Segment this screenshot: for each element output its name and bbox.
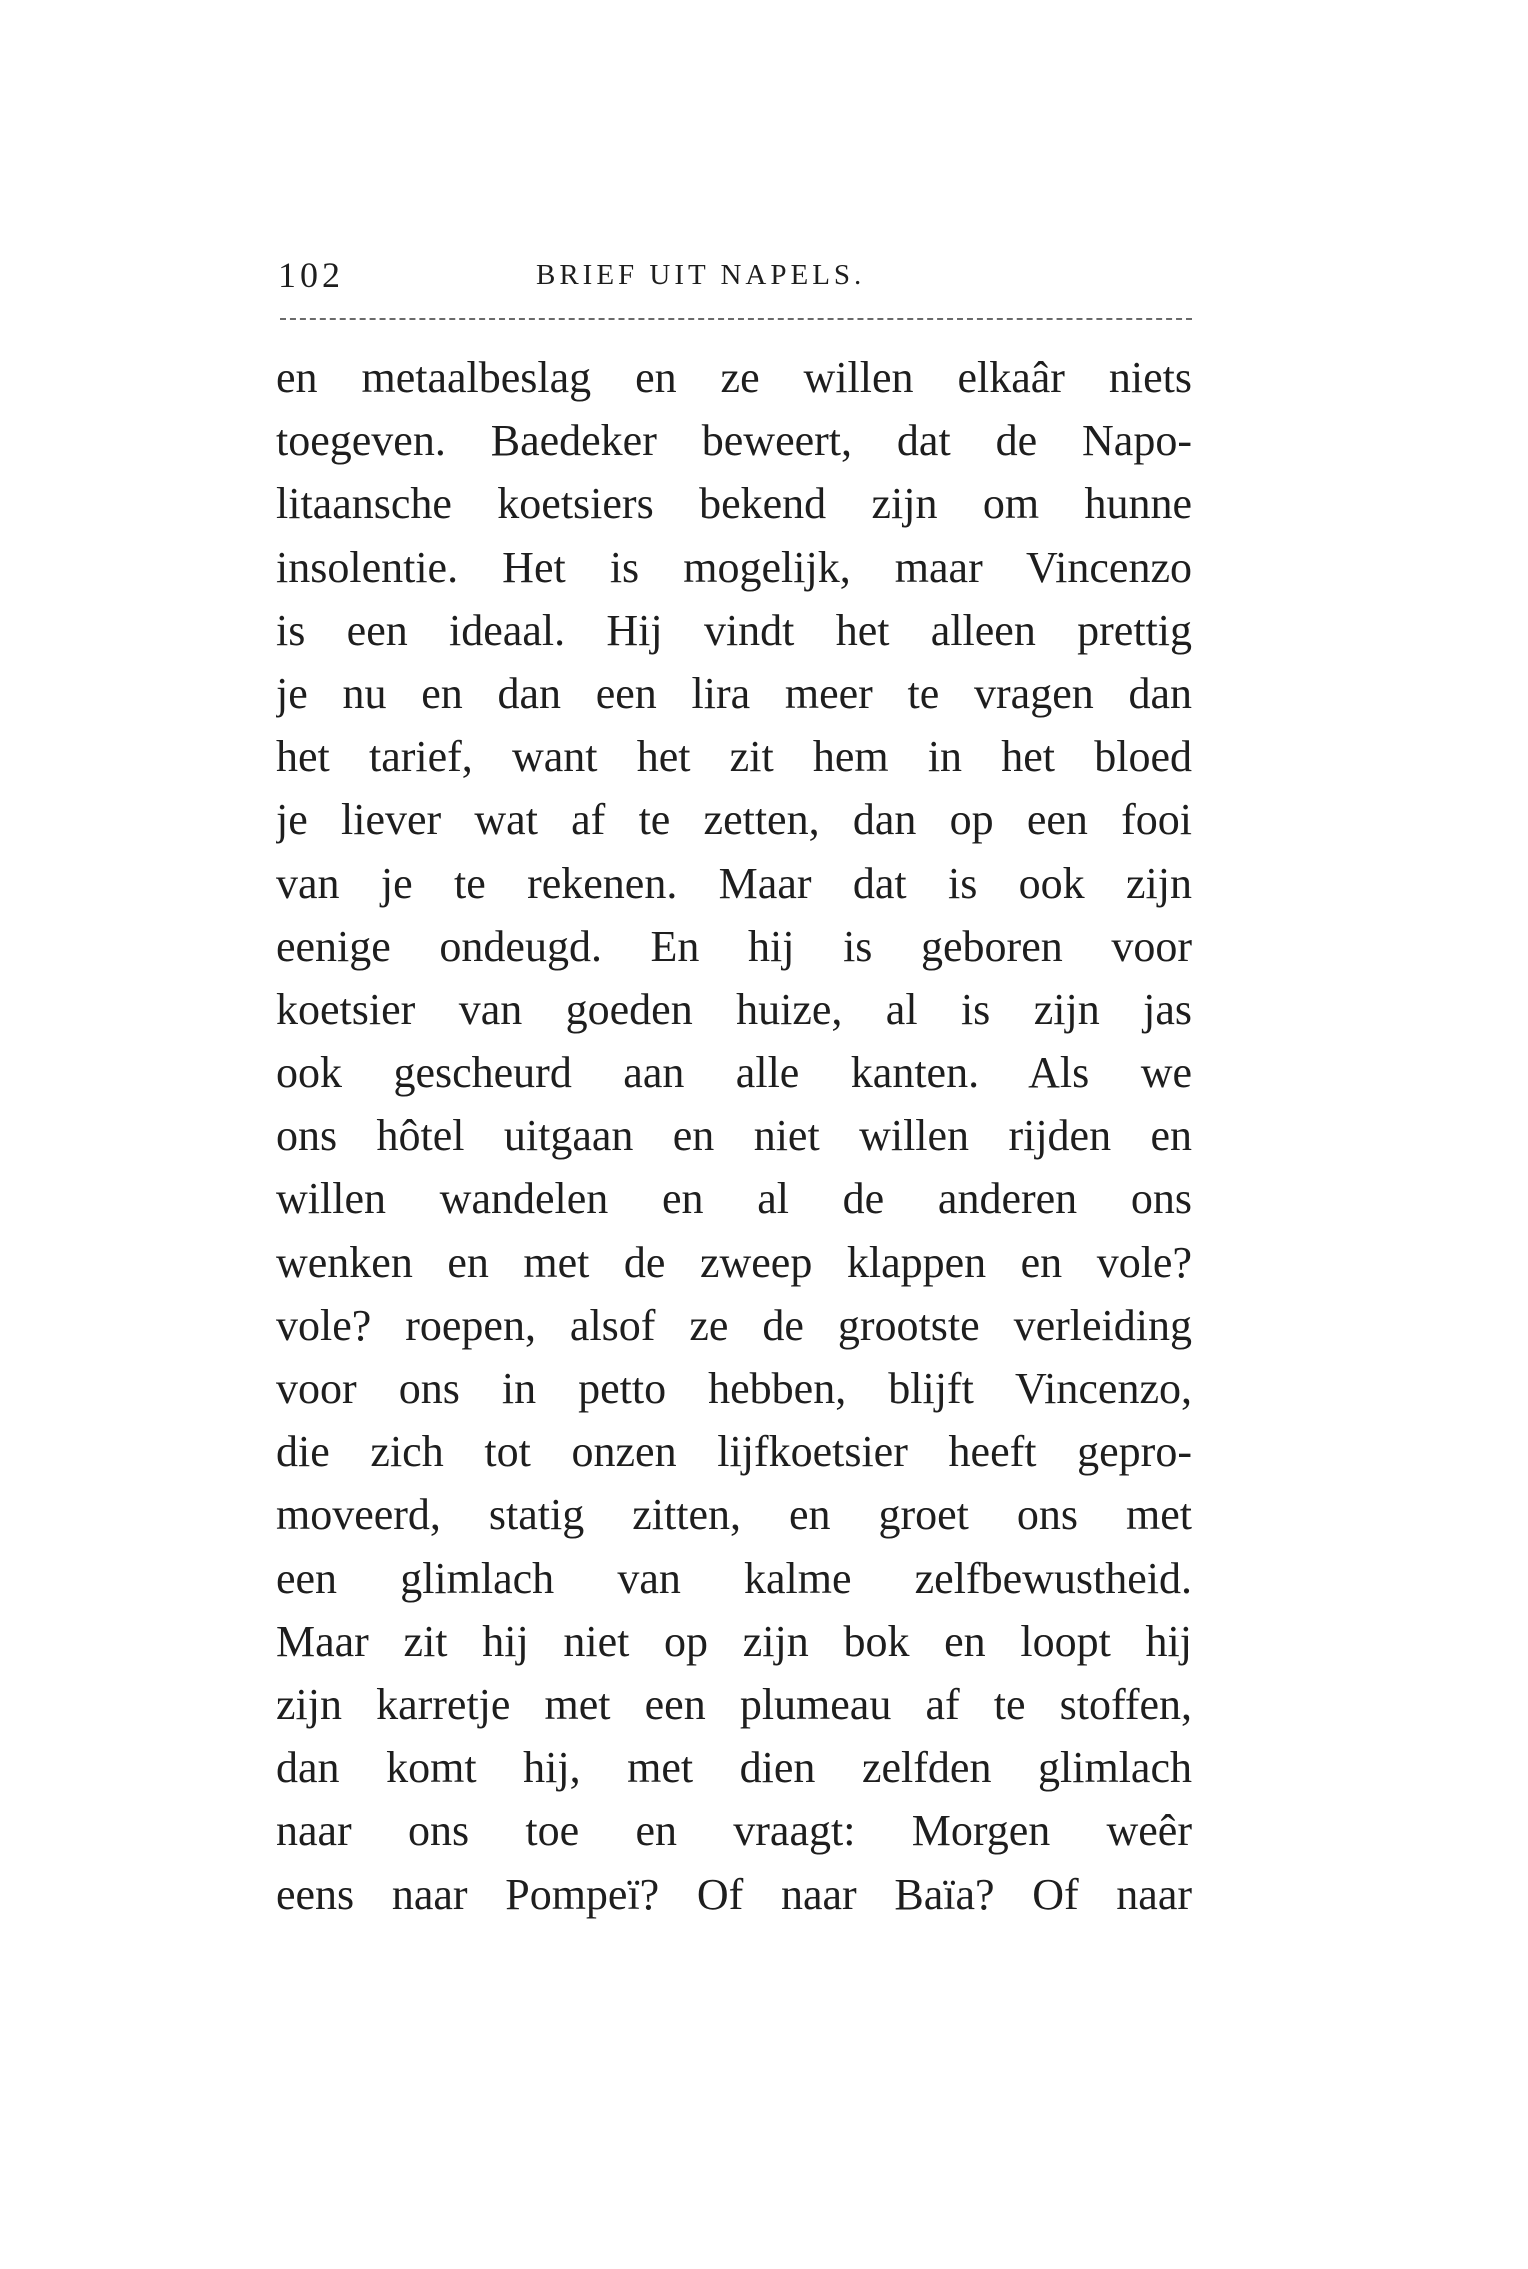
text-line: van je te rekenen. Maar dat is ook zijn xyxy=(276,858,1192,908)
text-line: eenige ondeugd. En hij is geboren voor xyxy=(276,921,1192,971)
text-line: koetsier van goeden huize, al is zijn jas xyxy=(276,984,1192,1034)
text-line: wenken en met de zweep klappen en vole? xyxy=(276,1237,1192,1287)
text-line: je nu en dan een lira meer te vragen dan xyxy=(276,668,1192,718)
header-rule xyxy=(280,318,1192,320)
text-line: een glimlach van kalme zelfbewustheid. xyxy=(276,1553,1192,1603)
text-line: toegeven. Baedeker beweert, dat de Napo- xyxy=(276,416,1192,466)
text-line: zijn karretje met een plumeau af te stoffen, xyxy=(276,1679,1192,1729)
text-line: willen wandelen en al de anderen ons xyxy=(276,1174,1192,1224)
text-line: je liever wat af te zetten, dan op een fooi xyxy=(276,795,1192,845)
text-line: is een ideaal. Hij vindt het alleen prettig xyxy=(276,605,1192,655)
text-line: litaansche koetsiers bekend zijn om hunne xyxy=(276,479,1192,529)
text-line: eens naar Pompeï? Of naar Baïa? Of naar xyxy=(276,1869,1192,1919)
text-line: Maar zit hij niet op zijn bok en loopt hij xyxy=(276,1616,1192,1666)
text-line: ons hôtel uitgaan en niet willen rijden en xyxy=(276,1111,1192,1161)
running-head xyxy=(278,250,1190,300)
page-number: 102 xyxy=(278,255,344,295)
running-title: BRIEF UIT NAPELS. xyxy=(536,259,866,291)
text-line: dan komt hij, met dien zelfden glimlach xyxy=(276,1743,1192,1793)
text-line: en metaalbeslag en ze willen elkaâr niets xyxy=(276,353,1192,402)
text-line: insolentie. Het is mogelijk, maar Vincenzo xyxy=(276,542,1192,592)
body-text xyxy=(276,346,1192,1926)
text-line: het tarief, want het zit hem in het bloed xyxy=(276,732,1192,782)
text-line: vole? roepen, alsof ze de grootste verleiding xyxy=(276,1300,1192,1350)
text-line: voor ons in petto hebben, blijft Vincenzo, xyxy=(276,1364,1192,1413)
text-line: naar ons toe en vraagt: Morgen weêr xyxy=(276,1806,1192,1856)
text-line: moveerd, statig zitten, en groet ons met xyxy=(276,1490,1192,1540)
text-line: die zich tot onzen lijfkoetsier heeft gepro- xyxy=(276,1427,1192,1477)
text-line: ook gescheurd aan alle kanten. Als we xyxy=(276,1048,1192,1098)
